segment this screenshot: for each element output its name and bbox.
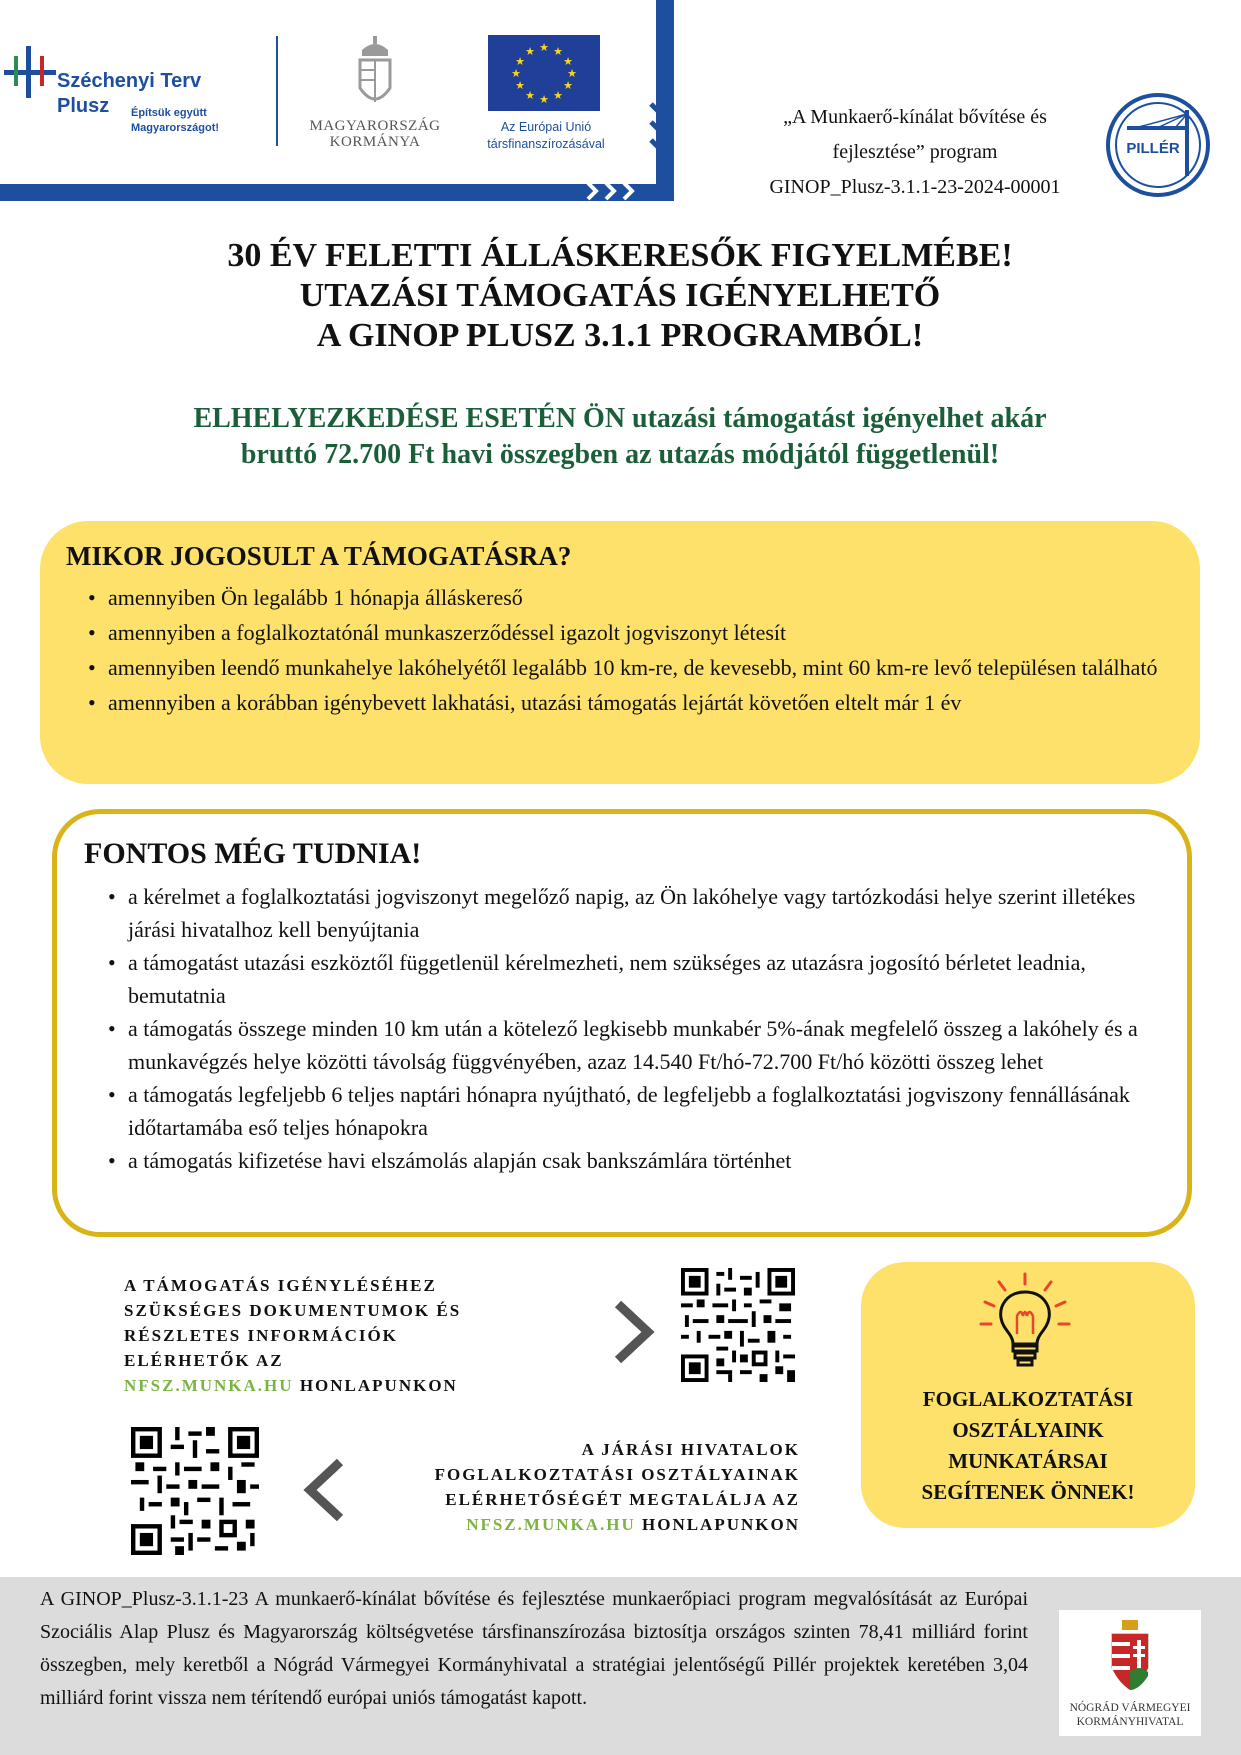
documents-info: A TÁMOGATÁS IGÉNYLÉSÉHEZ SZÜKSÉGES DOKUMENTUMOK ÉS RÉSZLETES INFORMÁCIÓK ELÉRHETŐK AZ NFSZ.MUNKA.HU HONLAPUNKON (124, 1276, 462, 1395)
lightbulb-icon (975, 1272, 1075, 1372)
svg-text:PILLÉR: PILLÉR (1126, 140, 1180, 157)
svg-text:★: ★ (515, 79, 525, 92)
eligibility-list (68, 581, 1183, 721)
svg-text:★: ★ (563, 55, 573, 68)
eu-label: Az Európai Unió társfinanszírozásával (487, 120, 605, 151)
help-box-text: FOGLALKOZTATÁSI OSZTÁLYAINK MUNKATÁRSAI SEGÍTENEK ÖNNEK! (921, 1387, 1135, 1504)
list-item: • amennyiben a foglalkoztatónál munkaszerződéssel igazolt jogviszonyt létesít (68, 616, 1183, 649)
government-label: MAGYARORSZÁG KORMÁNYA (309, 118, 441, 150)
list-item: • a kérelmet a foglalkoztatási jogviszonyt megelőző napig, az Ön lakóhelye vagy tartózkodási helye szerint illetékes járási hivatalhoz kell benyújtania (88, 880, 1168, 946)
svg-text:★: ★ (539, 41, 549, 54)
list-item: • a támogatás kifizetése havi elszámolás alapján csak bankszámlára történhet (88, 1144, 1168, 1177)
offices-info: A JÁRÁSI HIVATALOK FOGLALKOZTATÁSI OSZTÁLYAINAK ELÉRHETŐSÉGÉT MEGTALÁLJA AZ NFSZ.MUNKA.HU HONLAPUNKON (434, 1440, 800, 1534)
important-list (88, 880, 1168, 1177)
nfsz-link[interactable]: NFSZ.MUNKA.HU (466, 1515, 636, 1534)
szechenyi-title: Széchenyi Terv (57, 70, 202, 92)
eu-stars-icon (488, 35, 600, 111)
svg-text:★: ★ (515, 55, 525, 68)
logo-divider (276, 36, 278, 146)
svg-text:★: ★ (553, 45, 563, 58)
qr-code-offices[interactable] (131, 1427, 259, 1555)
list-item: • a támogatást utazási eszköztől függetlenül kérelmezheti, nem szükséges az utazásra jogosító bérletet leadnia, bemutatnia (88, 946, 1168, 1012)
svg-text:★: ★ (567, 67, 577, 80)
svg-text:★: ★ (525, 89, 535, 102)
svg-text:★: ★ (553, 89, 563, 102)
chevron-down-icon (647, 100, 675, 170)
svg-text:★: ★ (539, 93, 549, 106)
eu-flag (488, 35, 600, 111)
hungarian-coat-of-arms-icon (354, 36, 396, 114)
svg-text:★: ★ (525, 45, 535, 58)
important-title: FONTOS MÉG TUDNIA! (84, 837, 422, 870)
nfsz-link[interactable]: NFSZ.MUNKA.HU (124, 1376, 294, 1395)
list-item: • a támogatás összege minden 10 km után a kötelező legkisebb munkabér 5%-ának megfelelő összeg a lakóhely és a munkavégzés helye közötti távolság függvényében, azaz 14.540 Ft/hó-72.700 Ft/hó közötti összeg lehet (88, 1012, 1168, 1078)
qr-code-documents[interactable] (681, 1268, 795, 1382)
chevron-left-arrow-icon (302, 1456, 346, 1524)
szechenyi-cross-logo (4, 46, 56, 98)
svg-text:★: ★ (511, 67, 521, 80)
list-item: • amennyiben a korábban igénybevett lakhatási, utazási támogatás lejártát követően eltelt már 1 év (68, 686, 1183, 719)
eligibility-title: MIKOR JOGOSULT A TÁMOGATÁSRA? (66, 541, 572, 571)
list-item: • amennyiben Ön legalább 1 hónapja álláskereső (68, 581, 1183, 614)
nograd-label: NÓGRÁD VÁRMEGYEI KORMÁNYHIVATAL (1069, 1702, 1191, 1728)
page-subtitle: ELHELYEZKEDÉSE ESETÉN ÖN utazási támogatást igényelhet akár bruttó 72.700 Ft havi összegben az utazás módjától függetlenül! (193, 403, 1047, 470)
list-item: • a támogatás legfeljebb 6 teljes naptári hónapra nyújtható, de legfeljebb a foglalkoztatási jogviszony fennállásának időtartamába eső teljes hónapokra (88, 1078, 1168, 1144)
svg-text:★: ★ (563, 79, 573, 92)
list-item: • amennyiben leendő munkahelye lakóhelyétől legalább 10 km-re, de kevesebb, mint 60 km-re levő településen található (68, 651, 1183, 684)
program-title: „A Munkaerő-kínálat bővítése és fejlesztése” program GINOP_Plusz-3.1.1-23-2024-00001 (769, 106, 1061, 198)
header-band-bottom-stripe (0, 184, 674, 201)
nograd-coat-of-arms-icon (1108, 1620, 1152, 1696)
page-title: 30 ÉV FELETTI ÁLLÁSKERESŐK FIGYELMÉBE! UTAZÁSI TÁMOGATÁS IGÉNYELHETŐ A GINOP PLUSZ 3.1.1 PROGRAMBÓL! (227, 237, 1013, 354)
szechenyi-tagline: Építsük együtt Magyarországot! (131, 107, 220, 134)
footer-text: A GINOP_Plusz-3.1.1-23 A munkaerő-kínálat bővítése és fejlesztése munkaerőpiaci program megvalósítását az Európai Szociális Alap Plusz és Magyarország költségvetése társfinanszírozása biztosítja országos szinten 78,41 milliárd forint összegben, mely keretből a Nógrád Vármegyei Kormányhivatal a stratégiai jelentőségű Pillér projektek keretében 3,04 milliárd forint vissza nem térítendő európai uniós támogatást kapott. (40, 1588, 1028, 1709)
piller-logo (1105, 92, 1211, 198)
chevron-right-icon (586, 181, 646, 201)
szechenyi-plus: Plusz (57, 95, 110, 117)
chevron-right-arrow-icon (612, 1298, 656, 1366)
